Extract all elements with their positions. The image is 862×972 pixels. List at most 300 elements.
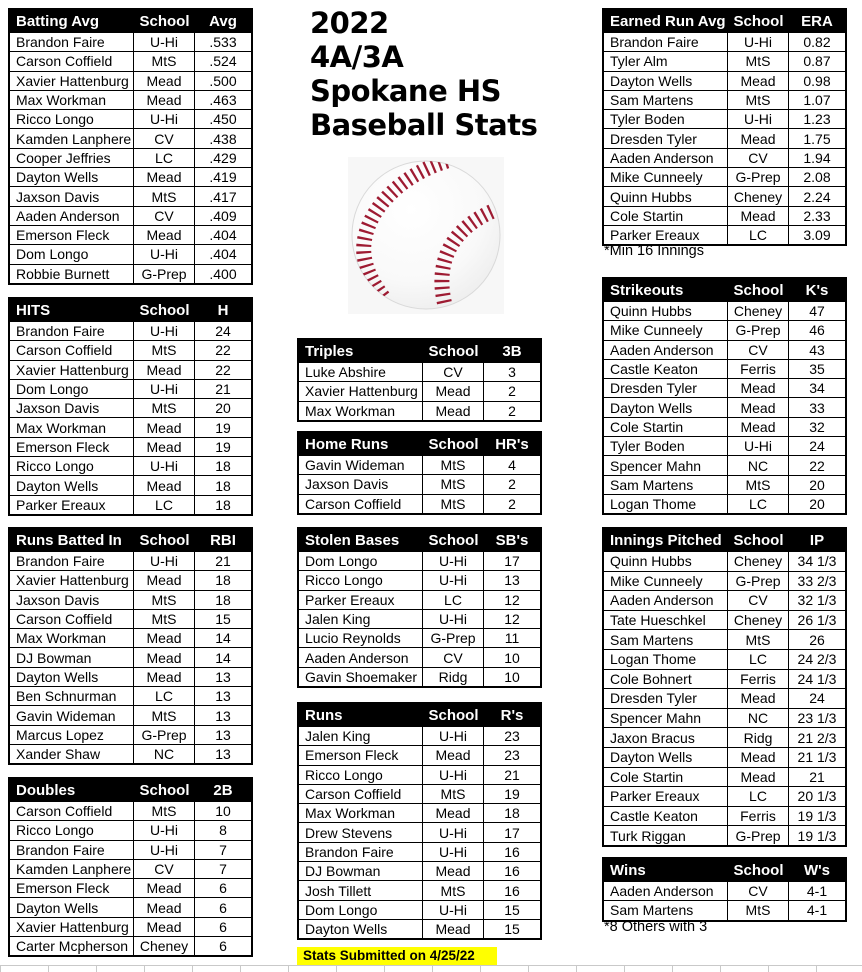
school: G-Prep xyxy=(728,572,789,591)
stat-value: 10 xyxy=(215,803,231,820)
stat-value: 2 xyxy=(508,495,516,512)
player-name: Sam Martens xyxy=(604,630,728,649)
player-name: Max Workman xyxy=(10,91,134,109)
stat-value: 1.23 xyxy=(803,111,831,128)
table-row xyxy=(604,767,845,787)
table-row xyxy=(299,822,540,841)
stat-value: 12 xyxy=(504,591,520,608)
table-row xyxy=(10,225,251,244)
table-row xyxy=(604,727,845,747)
table-row xyxy=(10,840,251,859)
school: Mead xyxy=(134,226,195,244)
player-name: Emerson Fleck xyxy=(10,879,134,897)
school: Mead xyxy=(134,418,195,436)
player-name: Cole Bohnert xyxy=(604,670,728,689)
school: Mead xyxy=(423,862,484,880)
player-name: Robbie Burnett xyxy=(10,265,134,283)
stat-value: .417 xyxy=(209,188,237,205)
rbi-table xyxy=(8,527,253,765)
school: G-Prep xyxy=(423,629,484,647)
stolen-bases-table xyxy=(297,527,542,688)
school: G-Prep xyxy=(728,321,789,339)
player-name: Carson Coffield xyxy=(299,785,423,803)
stat-value: 16 xyxy=(504,843,520,860)
school: Mead xyxy=(423,804,484,822)
stat-value: 22 xyxy=(215,342,231,359)
school: CV xyxy=(728,882,789,900)
player-name: DJ Bowman xyxy=(299,862,423,880)
school: Mead xyxy=(134,629,195,647)
school: Mead xyxy=(728,418,789,436)
header-title-label: Doubles xyxy=(16,781,76,799)
school: MtS xyxy=(728,476,789,494)
player-name: Carson Coffield xyxy=(10,610,134,628)
player-name: Dom Longo xyxy=(299,901,423,919)
player-name: Spencer Mahn xyxy=(604,456,728,474)
player-name: Kamden Lanphere xyxy=(10,129,134,147)
school: CV xyxy=(423,363,484,381)
stat-value: 26 1/3 xyxy=(797,612,837,629)
player-name: Quinn Hubbs xyxy=(604,552,728,571)
player-name: Spencer Mahn xyxy=(604,709,728,728)
header-title-label: HITS xyxy=(16,301,51,319)
stat-value: 1.75 xyxy=(803,130,831,147)
school: U-Hi xyxy=(728,33,789,51)
table-row xyxy=(604,51,845,70)
header-school-label: School xyxy=(428,435,479,453)
stat-value: .429 xyxy=(209,149,237,166)
triples-table xyxy=(297,338,542,422)
school: U-Hi xyxy=(423,843,484,861)
player-name: Gavin Shoemaker xyxy=(299,668,423,686)
table-header xyxy=(604,10,845,32)
school: NC xyxy=(728,709,789,728)
page-title xyxy=(310,6,537,142)
stat-value: 0.87 xyxy=(803,53,831,70)
table-row xyxy=(604,786,845,806)
header-title-label: Triples xyxy=(305,342,354,360)
stat-value: 26 xyxy=(809,631,825,648)
school: MtS xyxy=(134,591,195,609)
player-name: Max Workman xyxy=(10,629,134,647)
player-name: Brandon Faire xyxy=(604,33,728,51)
player-name: Turk Riggan xyxy=(604,826,728,845)
stat-value: 20 xyxy=(809,476,825,493)
stat-value: 0.82 xyxy=(803,34,831,51)
table-row xyxy=(10,167,251,186)
school: MtS xyxy=(423,456,484,474)
table-row xyxy=(604,90,845,109)
player-name: Dayton Wells xyxy=(10,668,134,686)
player-name: Jaxson Davis xyxy=(10,187,134,205)
school: U-Hi xyxy=(134,841,195,859)
player-name: Marcus Lopez xyxy=(10,726,134,744)
school: CV xyxy=(134,129,195,147)
table-row xyxy=(299,880,540,899)
header-title-label: Home Runs xyxy=(305,435,389,453)
player-name: Aaden Anderson xyxy=(299,648,423,666)
school: Ferris xyxy=(728,807,789,826)
stat-value: 8 xyxy=(219,822,227,839)
stat-value: .404 xyxy=(209,246,237,263)
school: U-Hi xyxy=(423,901,484,919)
table-row xyxy=(604,590,845,610)
school: Cheney xyxy=(728,187,789,205)
table-row xyxy=(10,859,251,878)
school: Mead xyxy=(728,748,789,767)
player-name: Parker Ereaux xyxy=(299,591,423,609)
stat-value: 18 xyxy=(215,458,231,475)
table-row xyxy=(10,437,251,456)
table-row xyxy=(604,610,845,630)
table-row xyxy=(604,571,845,591)
school: LC xyxy=(134,687,195,705)
table-row xyxy=(299,628,540,647)
stat-value: 10 xyxy=(504,649,520,666)
player-name: Tyler Boden xyxy=(604,110,728,128)
stat-value: 20 xyxy=(809,496,825,513)
player-name: Ricco Longo xyxy=(10,110,134,128)
wins-footnote: *8 Others with 3 xyxy=(604,919,708,935)
school: U-Hi xyxy=(423,610,484,628)
stat-value: 15 xyxy=(504,901,520,918)
stat-value: .419 xyxy=(209,169,237,186)
header-school-label: School xyxy=(139,12,190,30)
school: MtS xyxy=(134,802,195,820)
table-header xyxy=(299,433,540,455)
player-name: Luke Abshire xyxy=(299,363,423,381)
player-name: Logan Thome xyxy=(604,495,728,513)
stat-value: 23 xyxy=(504,747,520,764)
stat-value: 7 xyxy=(219,841,227,858)
player-name: Emerson Fleck xyxy=(10,226,134,244)
stat-value: 13 xyxy=(215,668,231,685)
school: Mead xyxy=(423,746,484,764)
home-runs-table xyxy=(297,431,542,515)
table-row xyxy=(299,803,540,822)
school: MtS xyxy=(134,399,195,417)
table-row xyxy=(10,551,251,570)
school: U-Hi xyxy=(134,457,195,475)
school: Ridg xyxy=(728,728,789,747)
player-name: Cole Startin xyxy=(604,418,728,436)
doubles-table xyxy=(8,777,253,957)
stat-value: 23 xyxy=(504,728,520,745)
table-row xyxy=(299,381,540,400)
table-row xyxy=(10,820,251,839)
title-line-subject: Baseball Stats xyxy=(310,108,538,142)
stat-value: .409 xyxy=(209,207,237,224)
player-name: Cooper Jeffries xyxy=(10,149,134,167)
school: MtS xyxy=(134,52,195,70)
stat-value: 19 xyxy=(215,419,231,436)
innings-pitched-table xyxy=(602,527,847,847)
stat-value: 2 xyxy=(508,383,516,400)
header-value-label: RBI xyxy=(210,531,236,549)
school: MtS xyxy=(423,785,484,803)
school: LC xyxy=(134,149,195,167)
stat-value: 2.24 xyxy=(803,188,831,205)
table-row xyxy=(604,32,845,51)
player-name: Carter Mcpherson xyxy=(10,937,134,955)
table-row xyxy=(10,128,251,147)
stat-value: 7 xyxy=(219,861,227,878)
table-row xyxy=(299,784,540,803)
header-title-label: Batting Avg xyxy=(16,12,100,30)
player-name: Dresden Tyler xyxy=(604,689,728,708)
player-name: Xavier Hattenburg xyxy=(299,382,423,400)
table-row xyxy=(10,628,251,647)
school: Cheney xyxy=(728,302,789,320)
school: Ferris xyxy=(728,670,789,689)
table-header xyxy=(604,859,845,881)
school: U-Hi xyxy=(134,322,195,340)
table-row xyxy=(10,686,251,705)
player-name: Xander Shaw xyxy=(10,745,134,763)
player-name: Xavier Hattenburg xyxy=(10,918,134,936)
player-name: Jalen King xyxy=(299,610,423,628)
school: Cheney xyxy=(728,552,789,571)
player-name: Emerson Fleck xyxy=(299,746,423,764)
stat-value: 19 1/3 xyxy=(797,827,837,844)
stat-value: 24 xyxy=(809,690,825,707)
stat-value: .400 xyxy=(209,265,237,282)
stat-value: 20 xyxy=(215,400,231,417)
stat-value: 14 xyxy=(215,649,231,666)
player-name: Dom Longo xyxy=(10,380,134,398)
table-row xyxy=(604,186,845,205)
table-row xyxy=(604,669,845,689)
school: MtS xyxy=(134,706,195,724)
table-row xyxy=(604,417,845,436)
stat-value: 23 1/3 xyxy=(797,710,837,727)
table-row xyxy=(299,570,540,589)
player-name: Dom Longo xyxy=(10,245,134,263)
table-row xyxy=(299,362,540,381)
table-header xyxy=(299,529,540,551)
table-row xyxy=(299,745,540,764)
stat-value: 35 xyxy=(809,361,825,378)
school: MtS xyxy=(134,187,195,205)
school: Mead xyxy=(134,668,195,686)
school: NC xyxy=(134,745,195,763)
stat-value: .533 xyxy=(209,34,237,51)
school: NC xyxy=(728,456,789,474)
school: MtS xyxy=(423,495,484,513)
school: U-Hi xyxy=(134,821,195,839)
school: Mead xyxy=(728,379,789,397)
table-row xyxy=(10,51,251,70)
stat-value: 18 xyxy=(215,496,231,513)
stat-value: 33 xyxy=(809,399,825,416)
school: LC xyxy=(728,495,789,513)
school: CV xyxy=(728,341,789,359)
header-school-label: School xyxy=(139,781,190,799)
table-row xyxy=(604,225,845,244)
table-header xyxy=(604,279,845,301)
stat-value: 43 xyxy=(809,341,825,358)
header-title-label: Stolen Bases xyxy=(305,531,400,549)
player-name: Lucio Reynolds xyxy=(299,629,423,647)
player-name: Max Workman xyxy=(299,402,423,420)
player-name: Brandon Faire xyxy=(10,322,134,340)
table-row xyxy=(10,570,251,589)
table-row xyxy=(604,148,845,167)
table-row xyxy=(10,897,251,916)
table-row xyxy=(299,919,540,938)
stat-value: 17 xyxy=(504,553,520,570)
title-line-region: Spokane HS xyxy=(310,74,501,108)
school: U-Hi xyxy=(423,571,484,589)
header-title-label: Runs Batted In xyxy=(16,531,122,549)
stat-value: 24 xyxy=(809,438,825,455)
stat-value: 16 xyxy=(504,863,520,880)
table-row xyxy=(10,495,251,514)
stat-value: 2 xyxy=(508,402,516,419)
player-name: Cole Startin xyxy=(604,207,728,225)
table-row xyxy=(604,301,845,320)
table-row xyxy=(299,401,540,420)
table-row xyxy=(604,494,845,513)
school: Mead xyxy=(728,768,789,787)
school: U-Hi xyxy=(134,245,195,263)
player-name: Dresden Tyler xyxy=(604,129,728,147)
table-row xyxy=(10,90,251,109)
school: LC xyxy=(423,591,484,609)
table-row xyxy=(604,551,845,571)
baseball-image xyxy=(348,157,504,314)
school: Mead xyxy=(423,402,484,420)
wins-table xyxy=(602,857,847,922)
player-name: Parker Ereaux xyxy=(604,226,728,244)
table-row xyxy=(10,186,251,205)
stat-value: 22 xyxy=(809,457,825,474)
table-row xyxy=(10,705,251,724)
table-header xyxy=(299,340,540,362)
stat-value: 19 1/3 xyxy=(797,808,837,825)
school: U-Hi xyxy=(134,380,195,398)
table-row xyxy=(604,340,845,359)
stat-value: 6 xyxy=(219,938,227,955)
player-name: Aaden Anderson xyxy=(604,341,728,359)
baseball-body xyxy=(352,161,500,309)
player-name: Parker Ereaux xyxy=(10,496,134,514)
player-name: Tate Hueschkel xyxy=(604,611,728,630)
stat-value: .463 xyxy=(209,92,237,109)
school: MtS xyxy=(728,901,789,919)
stat-value: 21 2/3 xyxy=(797,729,837,746)
school: U-Hi xyxy=(728,110,789,128)
school: Ferris xyxy=(728,360,789,378)
header-value-label: 3B xyxy=(502,342,522,360)
table-row xyxy=(10,398,251,417)
table-row xyxy=(299,842,540,861)
player-name: Quinn Hubbs xyxy=(604,302,728,320)
table-row xyxy=(299,765,540,784)
player-name: Ricco Longo xyxy=(299,766,423,784)
table-row xyxy=(604,900,845,919)
table-row xyxy=(10,456,251,475)
school: Mead xyxy=(134,476,195,494)
table-row xyxy=(10,667,251,686)
header-value-label: IP xyxy=(809,531,825,549)
header-school-label: School xyxy=(139,301,190,319)
school: MtS xyxy=(728,91,789,109)
school: LC xyxy=(728,226,789,244)
stat-value: 19 xyxy=(215,438,231,455)
table-row xyxy=(299,900,540,919)
school: MtS xyxy=(134,341,195,359)
school: Ridg xyxy=(423,668,484,686)
table-row xyxy=(10,647,251,666)
stat-value: 22 xyxy=(215,361,231,378)
table-row xyxy=(604,206,845,225)
table-row xyxy=(299,474,540,493)
stat-value: 1.94 xyxy=(803,149,831,166)
school: G-Prep xyxy=(728,168,789,186)
school: Mead xyxy=(728,689,789,708)
header-school-label: School xyxy=(733,12,784,30)
table-row xyxy=(604,167,845,186)
player-name: Drew Stevens xyxy=(299,823,423,841)
school: Mead xyxy=(134,648,195,666)
school: Cheney xyxy=(134,937,195,955)
header-school-label: School xyxy=(428,342,479,360)
stat-value: 13 xyxy=(215,746,231,763)
spreadsheet-gridlines xyxy=(0,965,862,972)
player-name: Sam Martens xyxy=(604,901,728,919)
player-name: Ricco Longo xyxy=(299,571,423,589)
school: MtS xyxy=(423,881,484,899)
player-name: Brandon Faire xyxy=(299,843,423,861)
player-name: Aaden Anderson xyxy=(604,591,728,610)
header-school-label: School xyxy=(139,531,190,549)
stat-value: 1.07 xyxy=(803,92,831,109)
stat-value: 18 xyxy=(504,805,520,822)
batting-avg-table xyxy=(8,8,253,285)
table-row xyxy=(10,244,251,263)
table-row xyxy=(299,494,540,513)
submitted-banner: Stats Submitted on 4/25/22 xyxy=(297,947,497,966)
header-title-label: Innings Pitched xyxy=(610,531,722,549)
player-name: Castle Keaton xyxy=(604,807,728,826)
table-row xyxy=(299,861,540,880)
player-name: DJ Bowman xyxy=(10,648,134,666)
player-name: Mike Cunneely xyxy=(604,321,728,339)
player-name: Parker Ereaux xyxy=(604,787,728,806)
table-row xyxy=(10,590,251,609)
player-name: Aaden Anderson xyxy=(604,149,728,167)
stat-value: 20 1/3 xyxy=(797,788,837,805)
player-name: Ricco Longo xyxy=(10,457,134,475)
stat-value: 12 xyxy=(504,611,520,628)
stat-value: 10 xyxy=(504,668,520,685)
title-line-division: 4A/3A xyxy=(310,40,404,74)
table-row xyxy=(10,321,251,340)
stat-value: .438 xyxy=(209,130,237,147)
player-name: Ben Schnurman xyxy=(10,687,134,705)
school: Mead xyxy=(728,129,789,147)
school: U-Hi xyxy=(423,552,484,570)
player-name: Brandon Faire xyxy=(10,552,134,570)
strikeouts-table xyxy=(602,277,847,515)
stat-value: .500 xyxy=(209,72,237,89)
school: MtS xyxy=(423,475,484,493)
stat-value: 34 1/3 xyxy=(797,553,837,570)
table-row xyxy=(604,455,845,474)
player-name: Dom Longo xyxy=(299,552,423,570)
header-title-label: Wins xyxy=(610,861,646,879)
